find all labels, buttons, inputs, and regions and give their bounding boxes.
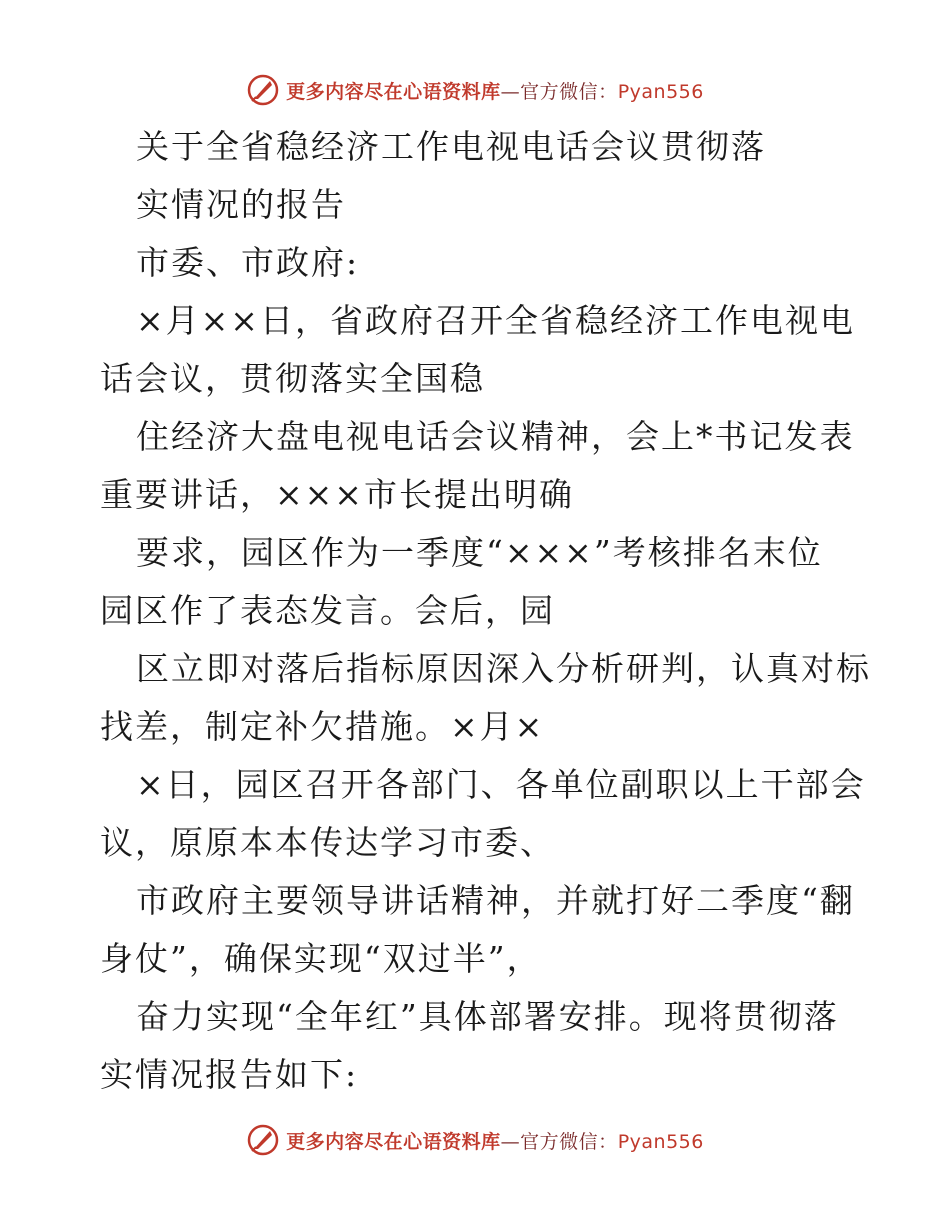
watermark-wechat-id: Pyan556 xyxy=(617,80,704,103)
document-line: 奋力实现“全年红”具体部署安排。现将贯彻落 xyxy=(136,997,839,1036)
document-line: ×日，园区召开各部门、各单位副职以上干部会 xyxy=(136,765,866,804)
document-line: 身仗”，确保实现“双过半”， xyxy=(100,939,542,978)
document-line: 议，原原本本传达学习市委、 xyxy=(100,823,555,862)
document-line: 实情况的报告 xyxy=(136,185,346,224)
document-line: ×月××日，省政府召开全省稳经济工作电视电 xyxy=(136,301,855,340)
document-line: 市政府主要领导讲话精神，并就打好二季度“翻 xyxy=(136,881,855,920)
document-line: 话会议，贯彻落实全国稳 xyxy=(100,359,485,398)
document-line: 要求，园区作为一季度“×××”考核排名末位 xyxy=(136,533,823,572)
watermark-title: 更多内容尽在心语资料库 xyxy=(286,1130,501,1153)
watermark-text xyxy=(286,77,704,104)
feather-pen-logo-icon xyxy=(246,1123,280,1157)
watermark-title: 更多内容尽在心语资料库 xyxy=(286,80,501,103)
document-line: 关于全省稳经济工作电视电话会议贯彻落 xyxy=(136,127,766,166)
document-line: 找差，制定补欠措施。×月× xyxy=(100,707,545,746)
document-line: 区立即对落后指标原因深入分析研判，认真对标 xyxy=(136,649,871,688)
document-line: 住经济大盘电视电话会议精神，会上*书记发表 xyxy=(136,417,855,456)
feather-pen-logo-icon xyxy=(246,73,280,107)
watermark-wechat-label: —官方微信： xyxy=(500,80,618,103)
watermark-header xyxy=(0,70,950,110)
document-line: 市委、市政府: xyxy=(136,243,360,282)
watermark-footer xyxy=(0,1120,950,1160)
watermark-text xyxy=(286,1127,704,1154)
watermark-wechat-label: —官方微信： xyxy=(500,1130,618,1153)
watermark-wechat-id: Pyan556 xyxy=(617,1130,704,1153)
document-body xyxy=(100,118,871,1104)
document-line: 园区作了表态发言。会后，园 xyxy=(100,591,555,630)
document-line: 实情况报告如下: xyxy=(100,1055,359,1094)
document-line: 重要讲话，×××市长提出明确 xyxy=(100,475,574,514)
